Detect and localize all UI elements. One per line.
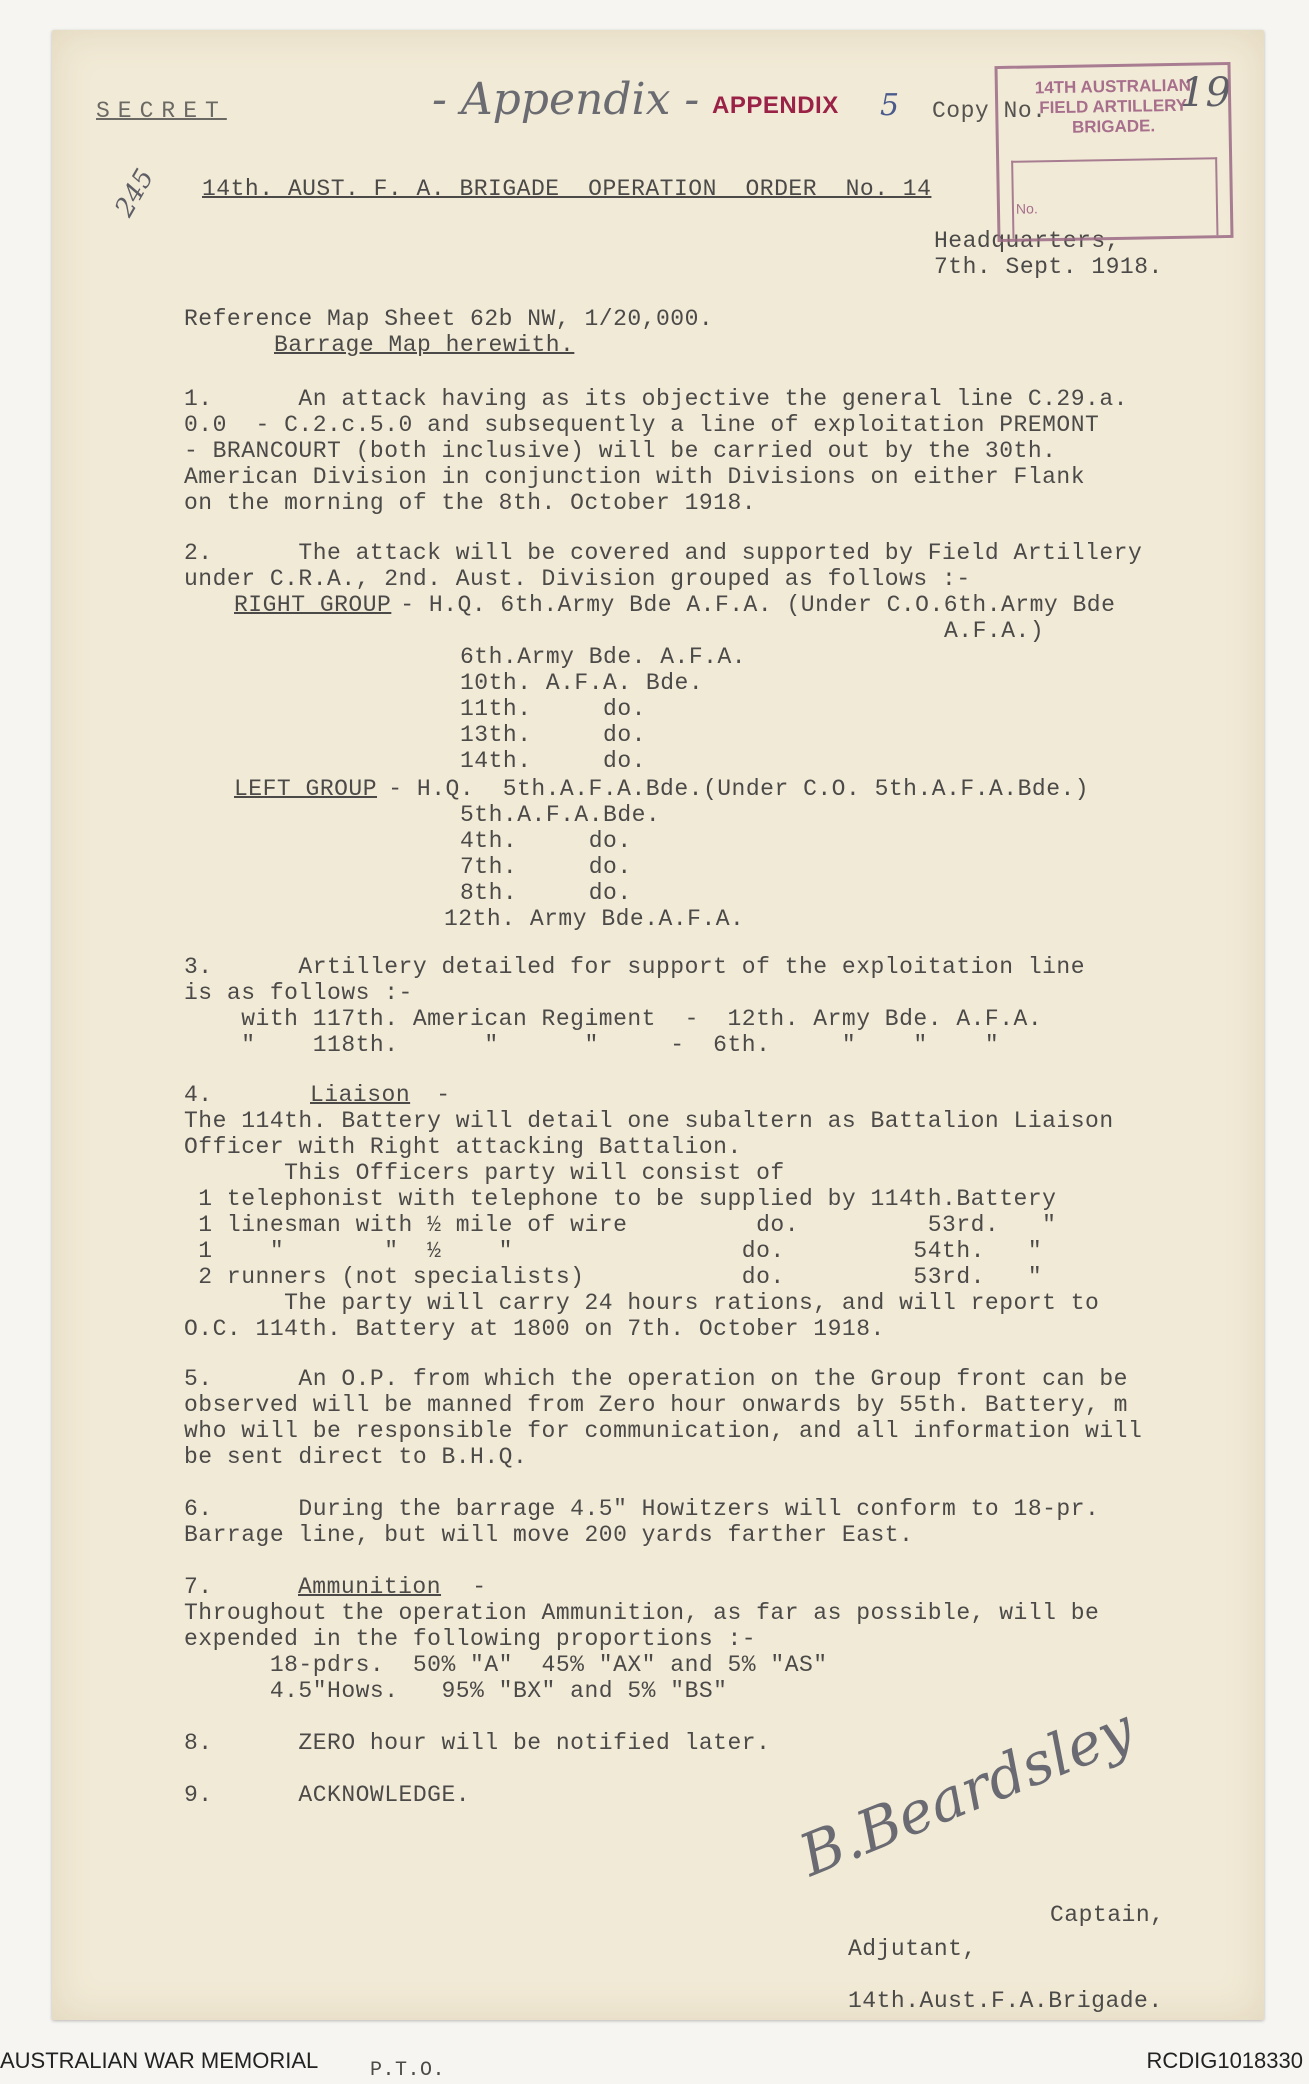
stamp-line: BRIGADE. — [1071, 116, 1156, 137]
text-line: Throughout the operation Ammunition, as far as possible, will be — [184, 1600, 1100, 1626]
handwritten-appendix: - Appendix - — [432, 74, 700, 125]
text-line: Barrage line, but will move 200 yards farther East. — [184, 1522, 914, 1548]
footer-source: AUSTRALIAN WAR MEMORIAL — [0, 2048, 319, 2073]
headquarters: Headquarters, — [934, 228, 1120, 254]
text-line: 2 runners (not specialists) do. 53rd. " — [184, 1264, 1043, 1290]
order-title: 14th. AUST. F. A. BRIGADE OPERATION ORDER No. 14 — [202, 176, 932, 202]
text-line: on the morning of the 8th. October 1918. — [184, 490, 757, 516]
text-line: Officer with Right attacking Battalion. — [184, 1134, 742, 1160]
signature-role: Adjutant, — [848, 1936, 977, 1962]
unit-line: 14th. do. — [460, 748, 646, 774]
text-line: 18-pdrs. 50% "A" 45% "AX" and 5% "AS" — [184, 1652, 828, 1678]
paragraph-8: 8. ZERO hour will be notified later. — [184, 1730, 771, 1756]
text-line: 3. Artillery detailed for support of the exploitation line — [184, 954, 1086, 980]
text-line: 0.0 - C.2.c.5.0 and subsequently a line of exploitation PREMONT — [184, 412, 1100, 438]
text-line: 1 linesman with ½ mile of wire do. 53rd. " — [184, 1212, 1057, 1238]
appendix-label: APPENDIX — [712, 92, 839, 119]
unit-line: 4th. do. — [460, 828, 632, 854]
brigade-stamp — [994, 62, 1233, 242]
left-group-label: LEFT GROUP — [234, 776, 378, 802]
stamp-line: FIELD ARTILLERY — [1039, 95, 1188, 118]
appendix-number: 5 — [880, 88, 900, 123]
unit-line: 12th. Army Bde.A.F.A. — [444, 906, 745, 932]
unit-line: 5th.A.F.A.Bde. — [460, 802, 661, 828]
text-line: 2. The attack will be covered and supported by Field Artillery — [184, 540, 1143, 566]
margin-number: 245 — [109, 164, 161, 222]
text-line: observed will be manned from Zero hour onwards by 55th. Battery, m — [184, 1392, 1128, 1418]
heading-dash: - — [422, 1082, 451, 1108]
text-line: is as follows :- — [184, 980, 413, 1006]
stamp-box — [1011, 157, 1218, 239]
text-line: O.C. 114th. Battery at 1800 on 7th. October 1918. — [184, 1316, 885, 1342]
para-number: 7. — [184, 1574, 213, 1600]
footer-id: RCDIG1018330 — [1146, 2048, 1303, 2073]
heading-dash: - — [458, 1574, 487, 1600]
copy-number: Copy No. — [932, 98, 1047, 124]
unit-line: 13th. do. — [460, 722, 646, 748]
text-line: The party will carry 24 hours rations, and will report to — [184, 1290, 1100, 1316]
right-group-hq-cont: A.F.A.) — [944, 618, 1045, 644]
unit-line: 6th.Army Bde. A.F.A. — [460, 644, 747, 670]
liaison-heading: Liaison — [310, 1082, 411, 1108]
text-line: who will be responsible for communication, and all information will — [184, 1418, 1143, 1444]
unit-line: 11th. do. — [460, 696, 646, 722]
right-group-hq: - H.Q. 6th.Army Bde A.F.A. (Under C.O.6th.Army Bde — [386, 592, 1116, 618]
right-group-label: RIGHT GROUP — [234, 592, 392, 618]
para-number: 4. — [184, 1082, 213, 1108]
handwritten-signature: B.Beardsley — [790, 1694, 1143, 1890]
text-line: The 114th. Battery will detail one subaltern as Battalion Liaison — [184, 1108, 1114, 1134]
ammunition-heading: Ammunition — [298, 1574, 442, 1600]
unit-line: 7th. do. — [460, 854, 632, 880]
text-line: 1. An attack having as its objective the general line C.29.a. — [184, 386, 1128, 412]
secret-label: SECRET — [96, 98, 227, 124]
unit-line: 10th. A.F.A. Bde. — [460, 670, 704, 696]
order-date: 7th. Sept. 1918. — [934, 254, 1163, 280]
text-line: with 117th. American Regiment - 12th. Army Bde. A.F.A. — [184, 1006, 1043, 1032]
left-group-hq: - H.Q. 5th.A.F.A.Bde.(Under C.O. 5th.A.F.A.Bde.) — [374, 776, 1090, 802]
stamp-number: No. — [1015, 200, 1038, 217]
text-line: 1 " " ½ " do. 54th. " — [184, 1238, 1043, 1264]
signature-rank: Captain, — [1050, 1902, 1165, 1928]
paragraph-9: 9. ACKNOWLEDGE. — [184, 1782, 471, 1808]
text-line: be sent direct to B.H.Q. — [184, 1444, 528, 1470]
reference-map: Reference Map Sheet 62b NW, 1/20,000. — [184, 306, 714, 332]
text-line: - BRANCOURT (both inclusive) will be carried out by the 30th. — [184, 438, 1057, 464]
text-line: " 118th. " " - 6th. " " " — [184, 1032, 1000, 1058]
text-line: 6. During the barrage 4.5" Howitzers will conform to 18-pr. — [184, 1496, 1100, 1522]
text-line: 1 telephonist with telephone to be supplied by 114th.Battery — [184, 1186, 1057, 1212]
stamp-line: 14TH AUSTRALIAN — [1034, 75, 1192, 98]
barrage-map: Barrage Map herewith. — [274, 332, 575, 358]
text-line: American Division in conjunction with Divisions on either Flank — [184, 464, 1086, 490]
page-turn-note: P.T.O. — [370, 2059, 446, 2082]
text-line: under C.R.A., 2nd. Aust. Division grouped as follows :- — [184, 566, 971, 592]
corner-number: 19 — [1180, 70, 1231, 116]
text-line: 4.5"Hows. 95% "BX" and 5% "BS" — [184, 1678, 728, 1704]
unit-line: 8th. do. — [460, 880, 632, 906]
text-line: This Officers party will consist of — [184, 1160, 785, 1186]
signature-unit: 14th.Aust.F.A.Brigade. — [848, 1988, 1163, 2014]
text-line: expended in the following proportions :- — [184, 1626, 757, 1652]
text-line: 5. An O.P. from which the operation on the Group front can be — [184, 1366, 1128, 1392]
